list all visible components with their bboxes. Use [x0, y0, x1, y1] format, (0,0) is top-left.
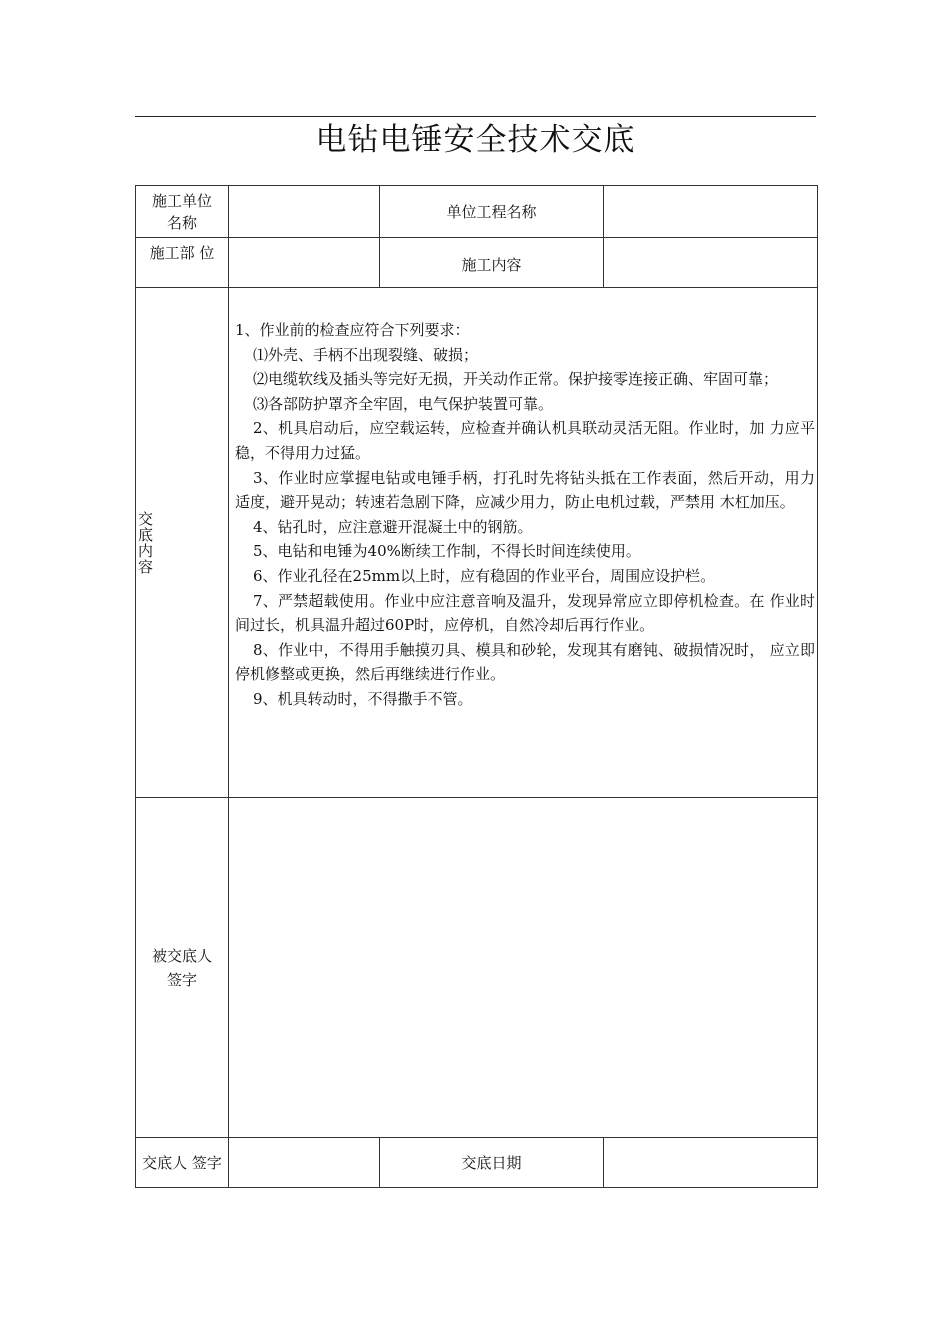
unit-name-field[interactable] [229, 186, 380, 238]
project-name-label: 单位工程名称 [380, 186, 604, 238]
discloser-sign-label [136, 1138, 229, 1188]
disclosure-line: 2、机具启动后，应空载运转，应检查并确认机具联动灵活无阻。作业时，加 力应平稳，不得用力过猛。 [235, 419, 815, 462]
header-rule [135, 116, 816, 117]
form-row-part [136, 238, 818, 288]
form-row-disclosure [136, 288, 818, 798]
unit-name-label-text: 施工单位名称 [152, 191, 213, 232]
disclosure-form [135, 185, 818, 1188]
form-row-receiver [136, 798, 818, 1138]
disclosure-label [136, 288, 229, 798]
disclosure-content [229, 288, 818, 798]
date-label: 交底日期 [380, 1138, 604, 1188]
project-name-field[interactable] [604, 186, 818, 238]
date-field[interactable] [604, 1138, 818, 1188]
part-label: 施工部 位 [136, 238, 229, 288]
disclosure-line: 9、机具转动时，不得撒手不管。 [253, 689, 473, 708]
disclosure-line: ⑶各部防护罩齐全牢固，电气保护装置可靠。 [253, 394, 554, 413]
receiver-sign-field[interactable] [229, 798, 818, 1138]
disclosure-line: 6、作业孔径在25mm以上时，应有稳固的作业平台，周围应设护栏。 [253, 566, 716, 585]
disclosure-line: 1、作业前的检查应符合下列要求： [235, 321, 470, 339]
form-row-discloser [136, 1138, 818, 1188]
disclosure-line: 4、钻孔时，应注意避开混凝土中的钢筋。 [253, 517, 533, 536]
disclosure-line: 7、严禁超载使用。作业中应注意音响及温升，发现异常应立即停机检查。在 作业时间过长，机具温升超过60P时，应停机，自然冷却后再行作业。 [235, 591, 815, 635]
disclosure-line: 8、作业中，不得用手触摸刃具、模具和砂轮，发现其有磨钝、破损情况时， 应立即停机修整或更换，然后再继续进行作业。 [235, 640, 815, 684]
discloser-sign-field[interactable] [229, 1138, 380, 1188]
disclosure-line: 5、电钻和电锤为40%断续工作制，不得长时间连续使用。 [253, 542, 641, 561]
receiver-sign-label [136, 798, 229, 1138]
work-content-label: 施工内容 [380, 238, 604, 288]
receiver-sign-label-text: 被交底人签字 [152, 946, 213, 989]
unit-name-label [136, 186, 229, 238]
work-content-field[interactable] [604, 238, 818, 288]
discloser-sign-label-text: 交底人 签字 [142, 1153, 222, 1172]
disclosure-label-text: 交底内容 [138, 509, 154, 576]
disclosure-line: 3、作业时应掌握电钻或电锤手柄，打孔时先将钻头抵在工作表面，然后开动，用力适度，避开晃动；转速若急剧下降，应减少用力，防止电机过载，严禁用 木杠加压。 [235, 468, 815, 512]
disclosure-line: ⑴外壳、手柄不出现裂缝、破损； [253, 345, 479, 364]
form-row-unit [136, 186, 818, 238]
part-field[interactable] [229, 238, 380, 288]
disclosure-line: ⑵电缆软线及插头等完好无损，开关动作正常。保护接零连接正确、牢固可靠； [253, 370, 779, 389]
document-title: 电钻电锤安全技术交底 [315, 122, 636, 158]
